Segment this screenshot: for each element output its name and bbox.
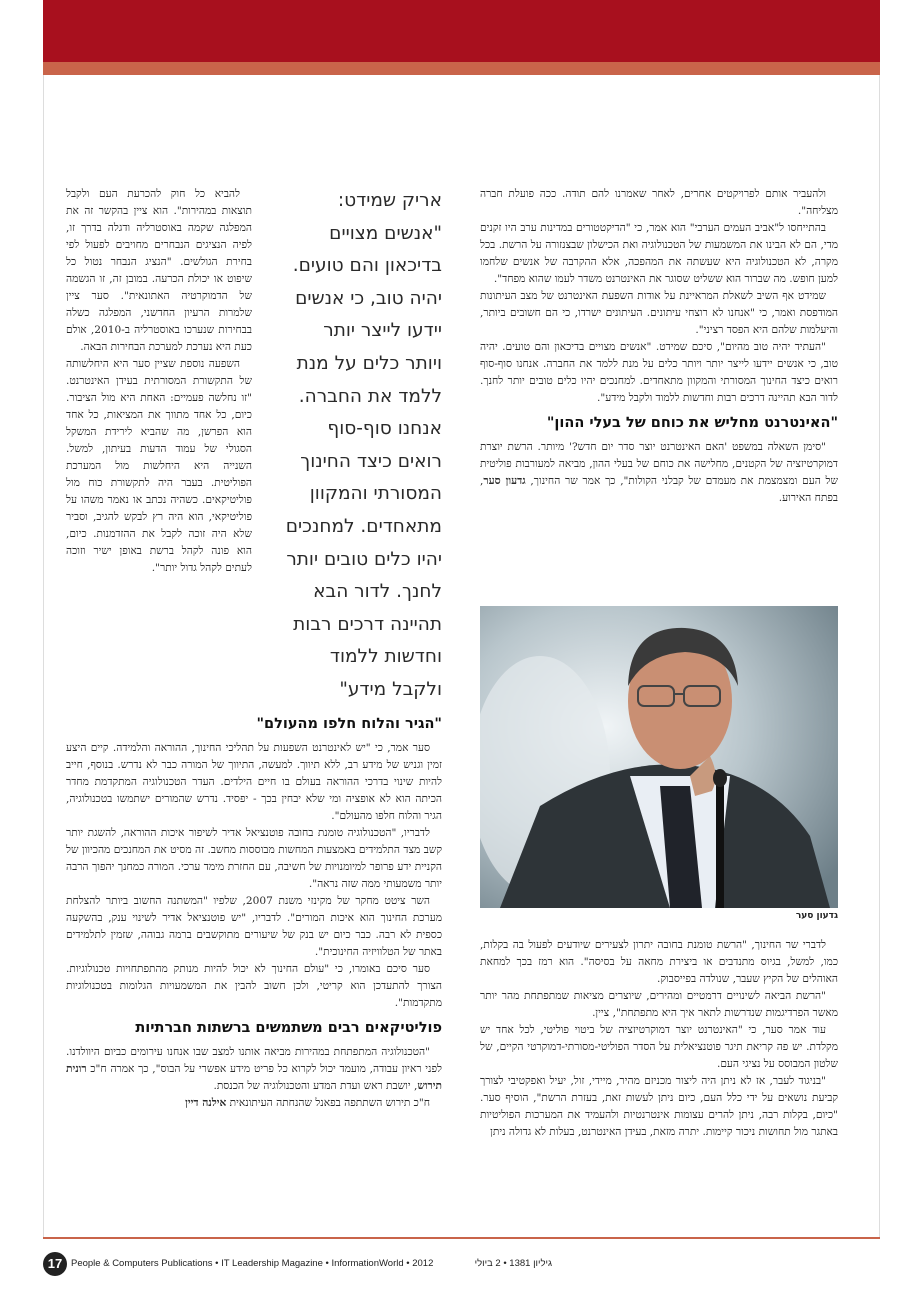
paragraph: ולהעביר אותם לפרויקטים אחרים, לאחר שאמרנו להם תודה. ככה פועלת חברה מצליחה". [480, 188, 838, 217]
left-column-lower [66, 708, 442, 1112]
paragraph: עוד אמר סער, כי "האינטרנט יוצר דמוקרטיזציה של ביטוי פוליטי, לכל אחד יש מקלדת. יש פה קריאת תיגר פוטנציאלית על הסדר הפוליטי-מסורתי-דמוקרטי הקיים, של שלטון המבוסס על נציגי העם. [480, 1024, 838, 1070]
header-color-bar [43, 0, 880, 62]
paragraph: בהתייחסו ל"אביב העמים הערבי" הוא אמר, כי "הדיקטטורים במדינות ערב היו זקנים מדי, הם לא הבינו את המשמעות של הטכנולוגיה ואת הכישלון שבצנזורה על הרשת. בכל מקרה, לא הטכנולוגיה היא שעשתה את המהפכה, אלא ההקרבה של אנשים שלחמו למען חופש. מה שברור הוא ששליט שסוגר את האינטרנט משדר לעמו שהוא מפחד". [480, 222, 838, 285]
page-number: 17 [43, 1252, 67, 1276]
paragraph: "בניגוד לעבר, אז לא ניתן היה ליצור מכניזם מהיר, מיידי, זול, יעיל ואפקטיבי לצורך קביעת נושאים על ידי כלל העם, כיום ניתן לעשות זאת, בעזרת הרשת", הוסיף סער. "כיום, בקלות רבה, ניתן להרים עצומות אינטרנטיות ולהעמיד את המערכות הפוליטיות באתגר מול תחושות ניכור קיימות. יתרה מזאת, בעידן האינטרנט, בעלות לא גדולה ניתן [480, 1075, 838, 1138]
footer-publication-line: People & Computers Publications • IT Leadership Magazine • InformationWorld • 2012 [71, 1258, 434, 1269]
paragraph: השר ציטט מחקר של מקינזי משנת 2007, שלפיו "המשתנה החשוב ביותר להצלחת מערכת החינוך הוא איכות המורים". לדבריו, "יש פוטנציאל אדיר לשינוי ענק, בהשקעה כספית לא רבה. כבר כיום יש בנק של שיעורים מתוקשבים ברמה גבוהה, שזמין לתלמידים באתר של הטלוויזיה החינוכית". [66, 895, 442, 958]
photo-caption: גדעון סער [795, 911, 838, 921]
left-column-upper [66, 186, 252, 577]
section-heading: "האינטרנט מחליש את כוחם של בעלי ההון" [546, 415, 838, 431]
paragraph: "הרשת הביאה לשינויים דרמטיים ומהירים, שיוצרים מציאות שמתפתחת מהר יותר מאשר הפרדיגמות שנדרשות לתאר איך היא מתפתחת", ציין. [480, 990, 838, 1019]
page-footer [43, 1251, 880, 1277]
portrait-photo [480, 606, 838, 908]
paragraph: "העתיד יהיה טוב מהיום", סיכם שמידט. "אנשים מצויים בדיכאון והם טועים. יהיה טוב, כי אנשים יידעו לייצר יותר ויותר כלים על מנת ללמד את החברה. אנחנו סוף-סוף רואים כיצד החינוך המסורתי והמקוון מתאחדים. למחנכים יהיו כלים טובים יותר לחנך. לדור הבא תהיינה דרכים רבות וחדשות ללמוד ולקבל מידע". [480, 341, 838, 404]
paragraph: להביא כל חוק להכרעת העם ולקבל תוצאות במהירות". הוא ציין בהקשר זה את המפלגה שקמה באוסטרליה ודגלה בדרך זו, לפיה הנציגים הנבחרים מחויבים לפעול לפי בחירת הגולשים. "הנציג הנבחר נטול כל שיפוט או יכולת הכרעה. במובן זה, זו הגשמה של הדמוקרטיה האתונאית". סער ציין שלמרות הרעיון החדשני, המפלגה כשלה בבחירות שנערכו באוסטרליה ב-2010, אולם כעת היא נערכת למערכת הבחירות הבאה. [66, 188, 252, 353]
speaker-name: גדעון סער [483, 475, 526, 487]
portrait-image [480, 606, 838, 908]
paragraph: לדבריו, "הטכנולוגיה טומנת בחובה פוטנציאל אדיר לשיפור איכות ההוראה, להשגת יותר קשב מצד התלמידים באמצעות המחשות מבוססות מחשב. זה מסיט את המחנכים מהכיוון של הקניית ידע פרופר למיומנויות של חשיבה, עם החזרת מימד ערכי. המורה כמחנך יהפוך הרבה יותר משמעותי ממה שזה נראה". [66, 827, 442, 890]
paragraph: סער אמר, כי "יש לאינטרנט השפעות על תהליכי החינוך, ההוראה והלמידה. קיים היצע זמין וגניש של מידע רב, ללא תיווך. למעשה, התיווך של המורה כבר לא נדרש. בנוסף, חייב להיות שינוי בדרכי ההוראה בעולם בו חיים הילדים. העדר הטכנולוגיה המתקדמת מחדר הכיתה הוא לא אופציה ומי שלא יבחין בכך - יפסיד. נדרש שהמורים ישתמשו בטכנולוגיה, הגיר והלוח חלפו מהעולם". [66, 742, 442, 822]
right-column-upper [480, 186, 838, 507]
page-border-right [879, 75, 880, 1237]
person-name: רונית תירוש [66, 1063, 442, 1092]
footer-rule [43, 1237, 880, 1239]
right-column-lower [480, 937, 838, 1141]
paragraph: סער סיכם באומרו, כי "עולם החינוך לא יכול להיות מנותק מהתפתחויות טכנולוגיות. הצורך להתעדכן הוא קריטי, ולכן חשוב להבין את המשמעויות הגלומות בטכנולוגיות מתקדמות". [66, 963, 442, 1009]
paragraph: שמידט אף השיב לשאלת המראיינת על אודות השפעת האינטרנט של מצב העיתונות המודפסת ואמר, כי "אנחנו לא רוצחי עיתונים. העיתונים ישרדו, כי הם חשובים ביותר, והיעלמות שלהם היא הפסד רציני". [480, 290, 838, 336]
paragraph: "סימן השאלה במשפט 'האם האינטרנט יוצר סדר יום חדש?' מיותר. הרשת יוצרת דמוקרטיזציה של הקטנים, מחלישה את כוחם של בעלי ההון, מביאה למעורבות פוליטית של העם ומצמצמת את מעמדם של קבלני הקולות", כך אמר שר החינוך, גדעון סער, בפתח האירוע. [480, 441, 838, 504]
header-accent-stripe [43, 62, 880, 75]
section-heading: פוליטיקאים רבים משתמשים ברשתות חברתיות [135, 1020, 442, 1036]
paragraph: השפעה נוספת שציין סער היא היחלשותה של התקשורת המסורתית בעידן האינטרנט. "זו נחלשה פעמיים: האחת היא מול הציבור. כיום, כל אחד מתווך את המציאות, כל אחד הוא הפרשן, מה שהביא לירידת המשקל הסגולי של עמוד הדעות בעיתון, למשל. השנייה היא היחלשות מול המערכת הפוליטית. בעבר היה לתקשורת כוח מול פוליטיקאים. כשהיה נכתב או נאמר משהו על פוליטיקאי, הוא היה רץ לבקש להגיב, וסביר שלא היה זוכה לקבל את ההזדמנות. כיום, הוא פונה לקהל ברשת באופן ישיר וזוכה לעתים לקהל גדול יותר". [66, 358, 252, 574]
pull-quote: אריק שמידט: "אנשים מצויים בדיכאון והם טועים. יהיה טוב, כי אנשים יידעו לייצר יותר ויותר כלים על מנת ללמד את החברה. אנחנו סוף-סוף רואים כיצד החינוך המסורתי והמקוון מתאחדים. למחנכים יהיו כלים טובים יותר לחנך. לדור הבא תהיינה דרכים רבות וחדשות ללמוד ולקבל מידע" [285, 190, 442, 700]
person-name: אילנה דיין [185, 1097, 227, 1109]
page-border-left [43, 75, 44, 1237]
footer-issue-line: גיליון 1381 • 2 ביולי [474, 1258, 552, 1269]
section-heading: "הגיר והלוח חלפו מהעולם" [256, 716, 442, 732]
paragraph: לדברי שר החינוך, "הרשת טומנת בחובה יתרון לצעירים שיודעים לפעול בה בקלות, כמו, למשל, בגיוס מתנדבים או ביצירת מחאה על בסיסה". הוא רמז בכך למחאת האוהלים של הקיץ שעבר, שנולדה בפייסבוק. [480, 939, 838, 985]
paragraph: "הטכנולוגיה המתפתחת במהירות מביאה אותנו למצב שבו אנחנו עירומים כביום היוולדנו. לפני ראיון עבודה, מועמד יכול לקרוא כל פריט מידע אפשרי על הבוס", כך אמרה ח"כ רונית תירוש, יושבת ראש ועדת המדע והטכנולוגיה של הכנסת. [66, 1046, 443, 1092]
paragraph: ח"כ תירוש השתתפה בפאנל שהנחתה העיתונאית אילנה דיין [185, 1097, 430, 1109]
